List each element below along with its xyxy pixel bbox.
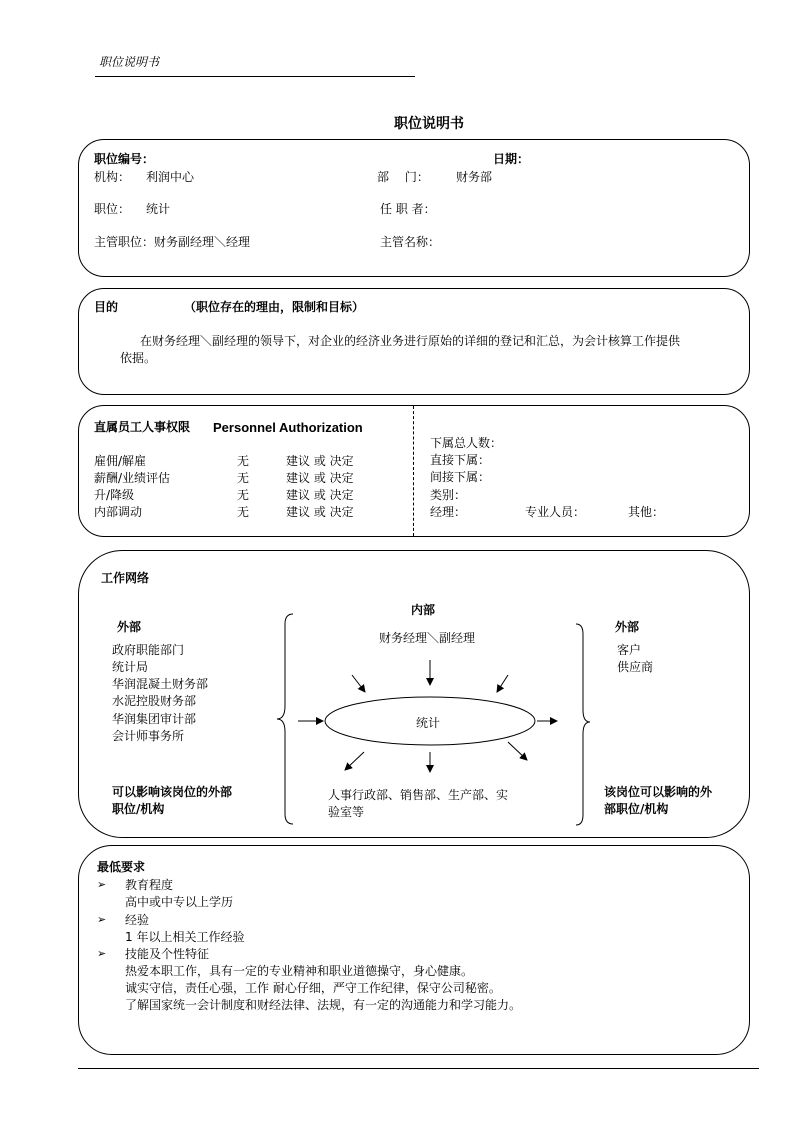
req-label: 教育程度: [125, 878, 174, 892]
auth-row-item: 薪酬/业绩评估: [94, 471, 171, 485]
requirements-title: 最低要求: [97, 860, 146, 874]
arrow-top-left: [352, 675, 365, 692]
external-right-item: 供应商: [617, 660, 654, 674]
req-line: 高中或中专以上学历: [125, 895, 234, 909]
auth-row-item: 雇佣/解雇: [94, 454, 147, 468]
org-label: 机构：: [94, 170, 131, 184]
internal-bottom-line2: 验室等: [328, 805, 365, 819]
arrow-bottom-left: [345, 752, 364, 770]
category-label: 类别：: [430, 488, 467, 502]
purpose-text-line2: 依据。: [120, 351, 157, 365]
auth-row-item: 内部调动: [94, 505, 143, 519]
external-left-item: 华润混凝土财务部: [112, 677, 209, 691]
network-title: 工作网络: [101, 571, 150, 585]
req-line: 热爱本职工作，具有一定的专业精神和职业道德操守，身心健康。: [125, 964, 474, 978]
auth-row-options: 建议 或 决定: [286, 488, 354, 502]
external-right-footer: 该岗位可以影响的外: [604, 785, 713, 799]
external-left-item: 政府职能部门: [112, 643, 185, 657]
subordinates-total: 下属总人数：: [430, 436, 503, 450]
purpose-text-line1: 在财务经理＼副经理的领导下，对企业的经济业务进行原始的详细的登记和汇总，为会计核算工作提供: [140, 334, 681, 348]
auth-row-none: 无: [237, 454, 250, 468]
bullet-icon: ➢: [97, 878, 107, 891]
purpose-subtitle: （职位存在的理由，限制和目标）: [184, 300, 365, 314]
auth-row-item: 升/降级: [94, 488, 135, 502]
auth-row-none: 无: [237, 471, 250, 485]
auth-row-options: 建议 或 决定: [286, 454, 354, 468]
external-right-item: 客户: [617, 643, 642, 657]
req-line: 1 年以上相关工作经验: [125, 930, 245, 944]
req-line: 诚实守信，责任心强，工作 耐心仔细，严守工作纪律，保守公司秘密。: [125, 981, 501, 995]
professional-label: 专业人员：: [525, 505, 586, 519]
position-no-label: 职位编号：: [94, 152, 155, 166]
holder-label: 任 职 者：: [380, 202, 436, 216]
dept-label: 部 门：: [377, 170, 429, 184]
page-title: 职位说明书: [394, 116, 464, 132]
left-brace: [277, 614, 293, 824]
bullet-icon: ➢: [97, 947, 107, 960]
auth-row-none: 无: [237, 505, 250, 519]
external-left-title: 外部: [117, 620, 142, 634]
internal-bottom-line1: 人事行政部、销售部、生产部、实: [328, 788, 509, 802]
center-role: 统计: [416, 716, 441, 730]
supervisor-name-label: 主管名称：: [380, 235, 441, 249]
manager-label: 经理：: [430, 505, 467, 519]
req-line: 了解国家统一会计制度和财经法律、法规，有一定的沟通能力和学习能力。: [125, 998, 522, 1012]
arrow-top-right: [497, 675, 508, 692]
other-label: 其他：: [628, 505, 665, 519]
direct-subordinates: 直接下属：: [430, 453, 491, 467]
external-right-footer: 部职位/机构: [604, 802, 669, 816]
internal-top-role: 财务经理＼副经理: [379, 631, 476, 645]
external-left-footer: 职位/机构: [112, 802, 165, 816]
internal-title: 内部: [411, 603, 436, 617]
external-right-title: 外部: [615, 620, 640, 634]
req-label: 技能及个性特征: [125, 947, 210, 961]
center-ellipse: [325, 697, 535, 745]
date-label: 日期：: [493, 152, 530, 166]
position-label: 职位：: [94, 202, 131, 216]
authority-title-en: Personnel Authorization: [213, 420, 363, 435]
req-label: 经验: [125, 913, 150, 927]
dept-value: 财务部: [456, 170, 493, 184]
authority-title: 直属员工人事权限: [94, 420, 191, 434]
external-left-item: 统计局: [112, 660, 149, 674]
purpose-title: 目的: [94, 300, 119, 314]
running-header: 职位说明书: [99, 55, 160, 69]
external-left-item: 水泥控股财务部: [112, 694, 197, 708]
right-brace: [576, 624, 590, 825]
external-left-item: 会计师事务所: [112, 729, 185, 743]
org-value: 利润中心: [146, 170, 195, 184]
supervisor-position: 主管职位：财务副经理＼经理: [94, 235, 251, 249]
footer-rule: [78, 1068, 759, 1069]
external-left-footer: 可以影响该岗位的外部: [112, 785, 233, 799]
auth-row-none: 无: [237, 488, 250, 502]
external-left-item: 华润集团审计部: [112, 712, 197, 726]
indirect-subordinates: 间接下属：: [430, 470, 491, 484]
position-value: 统计: [146, 202, 171, 216]
auth-row-options: 建议 或 决定: [286, 471, 354, 485]
bullet-icon: ➢: [97, 913, 107, 926]
auth-row-options: 建议 或 决定: [286, 505, 354, 519]
arrow-bottom-right: [508, 742, 527, 760]
